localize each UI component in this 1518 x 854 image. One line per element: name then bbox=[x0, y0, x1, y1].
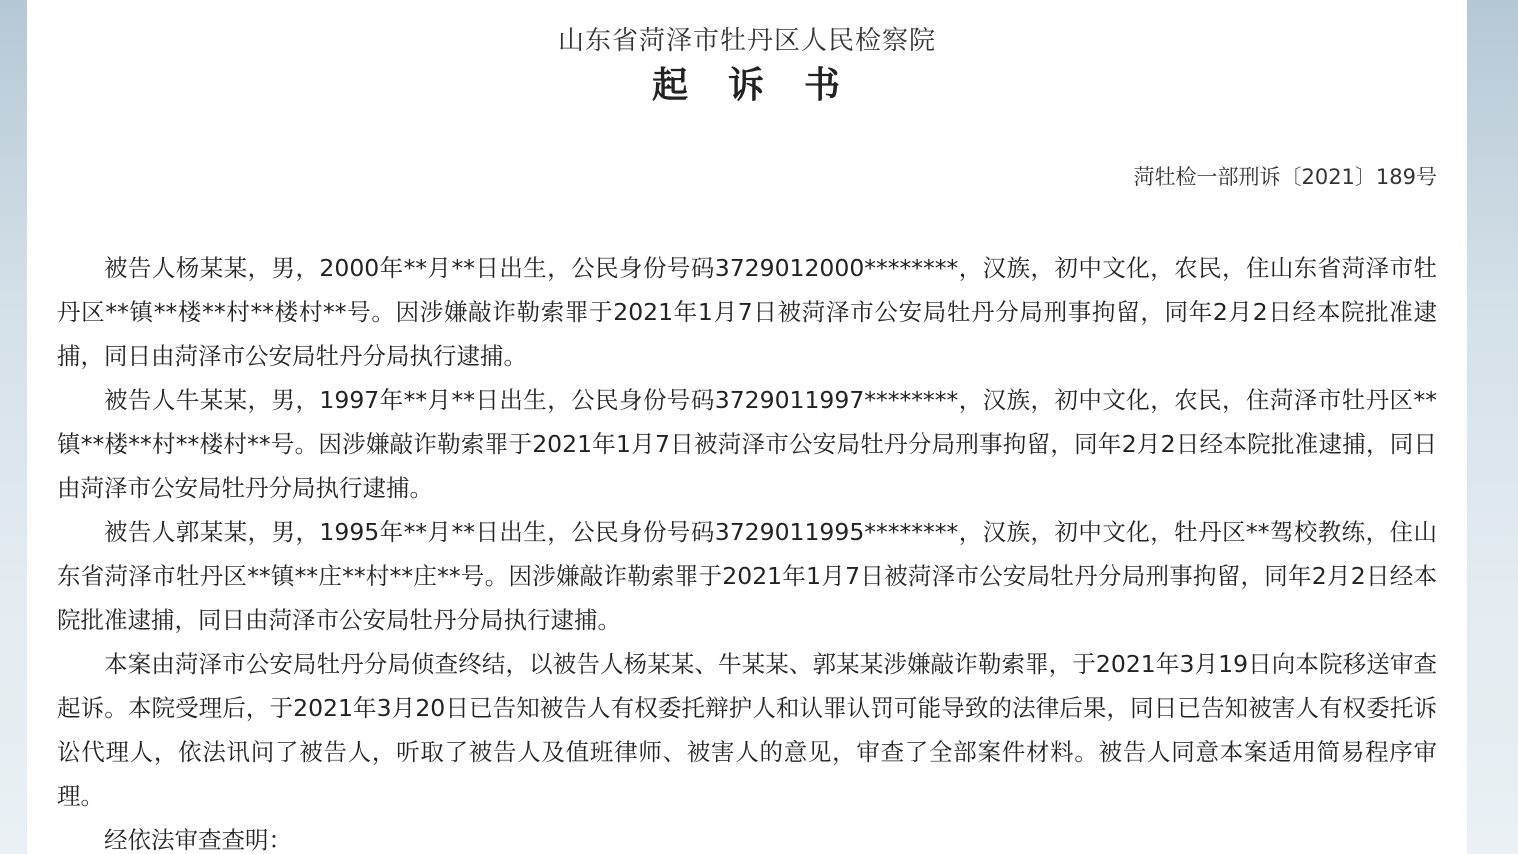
defendant-guo-paragraph: 被告人郭某某，男，1995年**月**日出生，公民身份号码3729011995********，汉族，初中文化，牡丹区**驾校教练，住山东省菏泽市牡丹区**镇**庄**村**庄**号。因涉嫌敲诈勒索罪于2021年1月7日被菏泽市公安局牡丹分局刑事拘留，同年2月2日经本院批准逮捕，同日由菏泽市公安局牡丹分局执行逮捕。 bbox=[57, 518, 1437, 634]
document-body bbox=[57, 246, 1437, 854]
document-title: 起 诉 书 bbox=[651, 64, 842, 106]
case-procedure-paragraph: 本案由菏泽市公安局牡丹分局侦查终结，以被告人杨某某、牛某某、郭某某涉嫌敲诈勒索罪，于2021年3月19日向本院移送审查起诉。本院受理后，于2021年3月20日已告知被告人有权委托辩护人和认罪认罚可能导致的法律后果，同日已告知被害人有权委托诉讼代理人，依法讯问了被告人，听取了被告人及值班律师、被害人的意见，审查了全部案件材料。被告人同意本案适用简易程序审理。 bbox=[57, 650, 1437, 810]
findings-heading-paragraph: 经依法审查查明： bbox=[104, 826, 292, 854]
document-number: 菏牡检一部刑诉〔2021〕189号 bbox=[1133, 165, 1437, 189]
defendant-yang-paragraph: 被告人杨某某，男，2000年**月**日出生，公民身份号码3729012000********，汉族，初中文化，农民，住山东省菏泽市牡丹区**镇**楼**村**楼村**号。因涉嫌敲诈勒索罪于2021年1月7日被菏泽市公安局牡丹分局刑事拘留，同年2月2日经本院批准逮捕，同日由菏泽市公安局牡丹分局执行逮捕。 bbox=[57, 254, 1437, 370]
defendant-niu-paragraph: 被告人牛某某，男，1997年**月**日出生，公民身份号码3729011997********，汉族，初中文化，农民，住菏泽市牡丹区**镇**楼**村**楼村**号。因涉嫌敲诈勒索罪于2021年1月7日被菏泽市公安局牡丹分局刑事拘留，同年2月2日经本院批准逮捕，同日由菏泽市公安局牡丹分局执行逮捕。 bbox=[57, 386, 1437, 502]
procuratorate-name: 山东省菏泽市牡丹区人民检察院 bbox=[557, 26, 936, 56]
document-page bbox=[27, 0, 1467, 854]
